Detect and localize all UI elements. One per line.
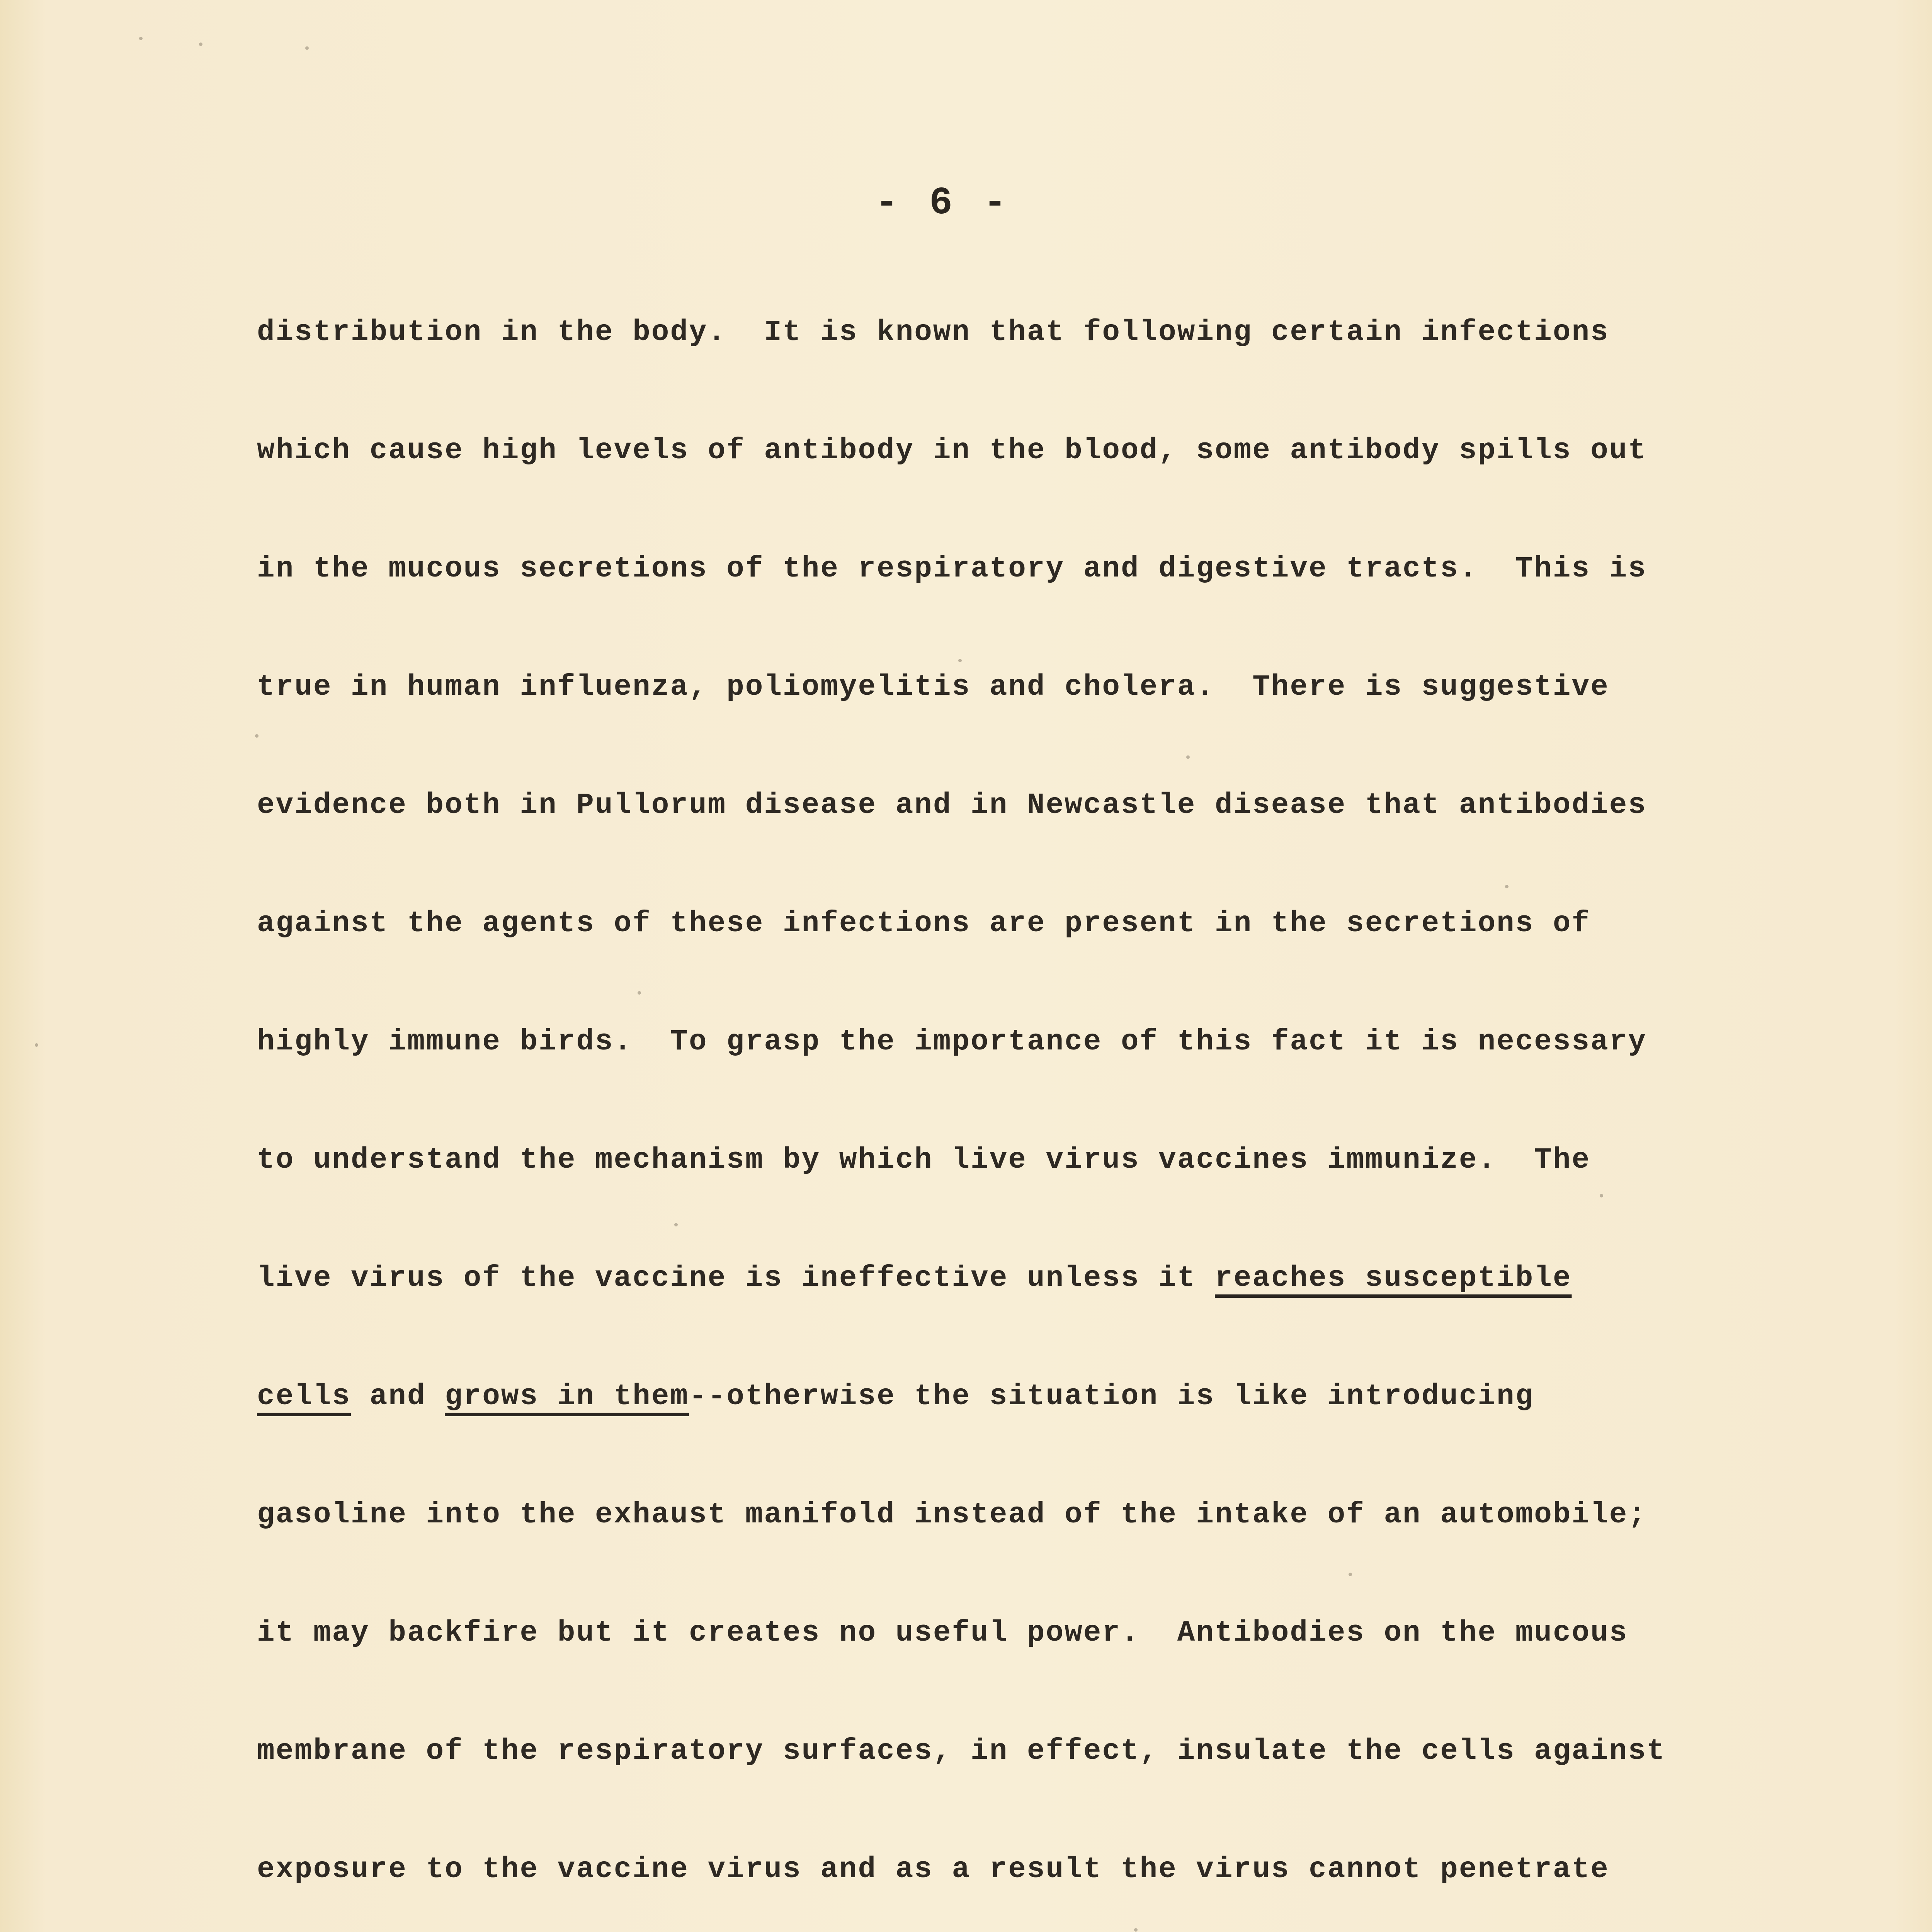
body-text — [257, 309, 1666, 1932]
paper-speck — [199, 43, 202, 46]
text-line — [257, 427, 1666, 546]
text-line — [257, 1846, 1666, 1932]
text-segment: which cause high levels of antibody in the blood, some antibody spills out — [257, 434, 1647, 467]
underlined-text: reaches susceptible — [1214, 1262, 1572, 1295]
text-segment: and — [351, 1380, 445, 1413]
text-line — [257, 1255, 1666, 1373]
paper-speck — [255, 734, 259, 738]
underlined-text: grows in them — [445, 1380, 689, 1413]
paper-speck — [1349, 1573, 1352, 1576]
paper-speck — [674, 1223, 678, 1226]
text-segment: live virus of the vaccine is ineffective unless it — [257, 1262, 1215, 1295]
paper-speck — [1134, 1928, 1138, 1932]
text-segment: it may backfire but it creates no useful power. Antibodies on the mucous — [257, 1616, 1628, 1650]
text-line — [257, 546, 1666, 664]
text-segment: true in human influenza, poliomyelitis and cholera. There is suggestive — [257, 670, 1609, 704]
text-line — [257, 309, 1666, 427]
text-segment: evidence both in Pullorum disease and in Newcastle disease that antibodies — [257, 789, 1647, 822]
text-segment: exposure to the vaccine virus and as a result the virus cannot penetrate — [257, 1853, 1609, 1886]
text-segment: in the mucous secretions of the respiratory and digestive tracts. This is — [257, 552, 1647, 585]
text-segment: --otherwise the situation is like introducing — [689, 1380, 1534, 1413]
text-line — [257, 1019, 1666, 1137]
text-line — [257, 900, 1666, 1019]
paper-speck — [139, 37, 143, 40]
paper-speck — [1186, 755, 1190, 759]
page-number: - 6 - — [875, 182, 1011, 225]
paper-speck — [35, 1043, 38, 1047]
text-line — [257, 1610, 1666, 1728]
paper-speck — [1600, 1194, 1603, 1197]
text-segment: highly immune birds. To grasp the importance of this fact it is necessary — [257, 1025, 1647, 1058]
text-segment: distribution in the body. It is known that following certain infections — [257, 316, 1609, 349]
paper-speck — [305, 46, 309, 50]
text-line — [257, 1492, 1666, 1610]
text-line — [257, 1137, 1666, 1255]
text-segment: membrane of the respiratory surfaces, in effect, insulate the cells against — [257, 1735, 1666, 1768]
text-line — [257, 1728, 1666, 1846]
paper-speck — [958, 659, 962, 662]
text-line — [257, 1373, 1666, 1492]
text-line — [257, 664, 1666, 782]
paper-speck — [1505, 885, 1509, 888]
text-segment: to understand the mechanism by which live virus vaccines immunize. The — [257, 1143, 1591, 1177]
text-segment: against the agents of these infections are present in the secretions of — [257, 907, 1591, 940]
paper-speck — [638, 991, 641, 995]
text-line — [257, 782, 1666, 900]
text-segment: gasoline into the exhaust manifold instead of the intake of an automobile; — [257, 1498, 1647, 1531]
underlined-text: cells — [257, 1380, 351, 1413]
